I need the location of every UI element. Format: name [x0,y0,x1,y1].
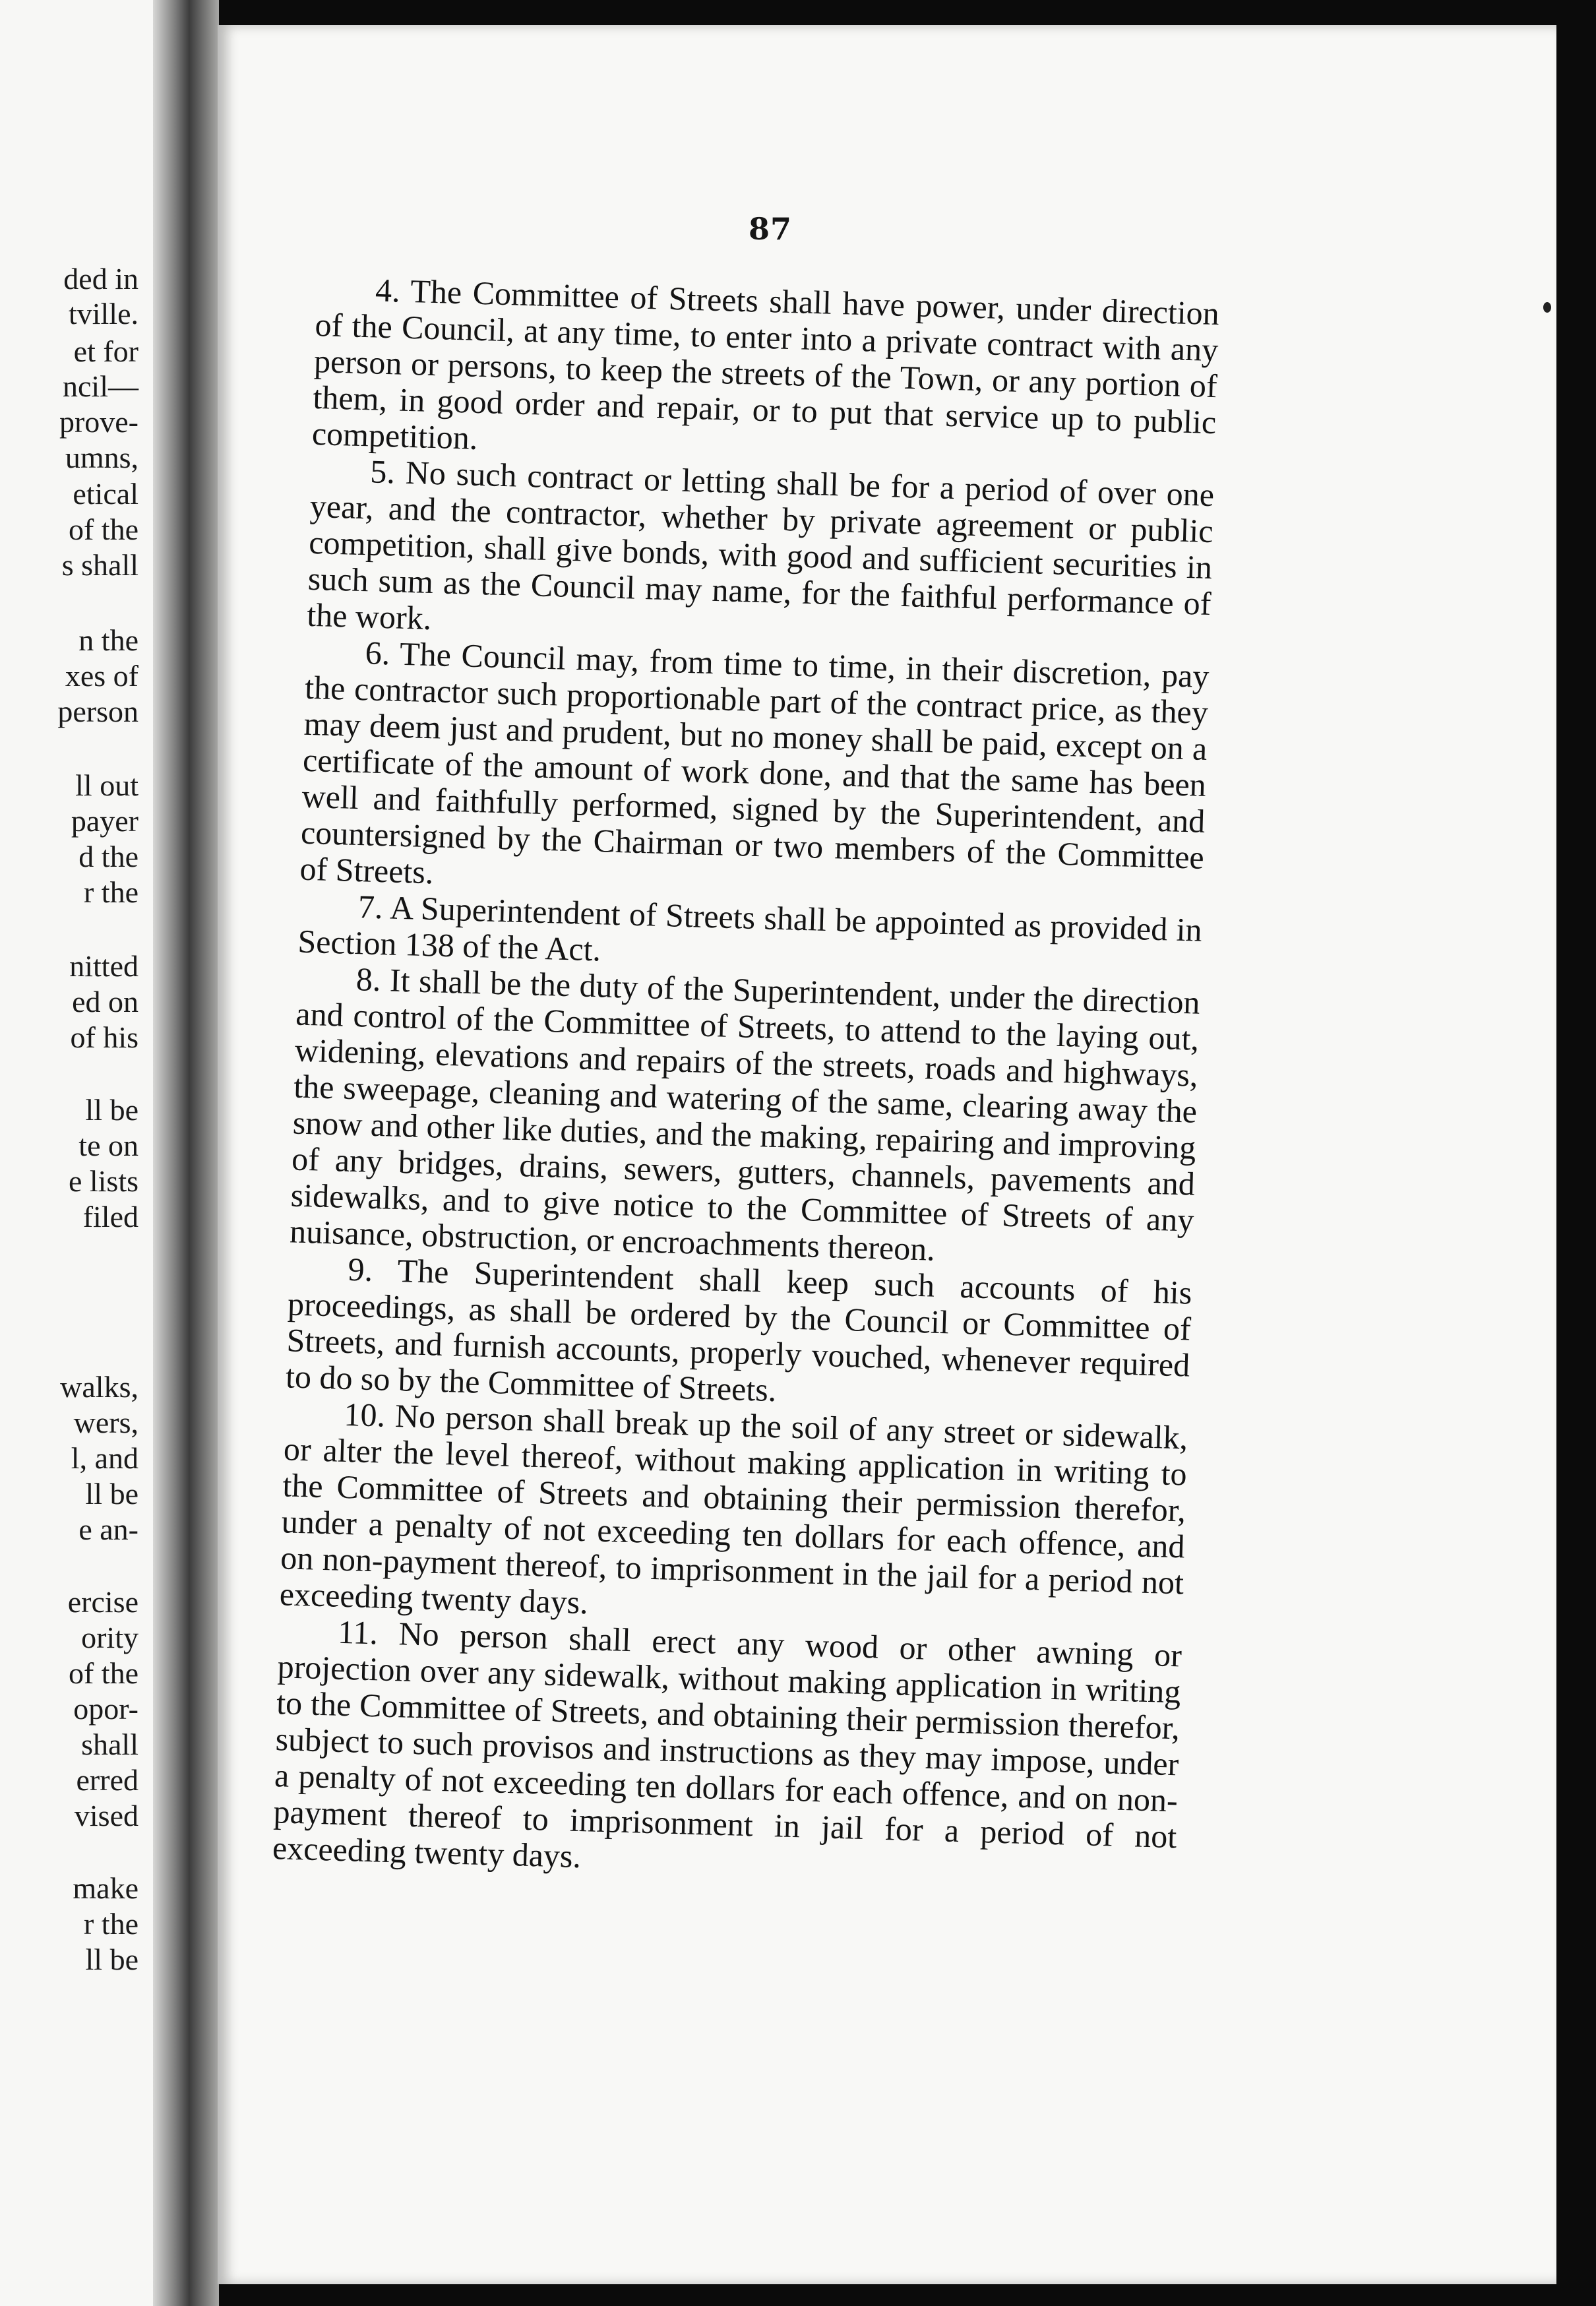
page-number: 87 [749,211,793,247]
book-gutter [153,0,219,2306]
section-paragraph: 7. A Superintendent of Streets shall be appointed as provided in Section 138 of the Act. [297,888,1203,968]
section-paragraph: 11. No person shall erect any wood or other awning or projection over any sidewalk, without making application in writing to the Committee of Streets, and obtaining their permission therefor, subject to such provisos and instructions as they may impose, under a penalty of not exceeding ten dollars for each offence, and on non-payment thereof to imprisonment in jail for a period of not exceeding twenty days. [272,1613,1182,1875]
left-page-fragment: wers, [73,1406,138,1439]
left-page-fragment: xes of [65,659,138,693]
left-page-fragment: make [73,1871,138,1905]
left-page-fragment: shall [81,1728,138,1761]
left-page-fragment: e lists [68,1164,138,1198]
left-page-fragment: ll be [85,1093,138,1127]
left-page-fragment: vised [74,1799,138,1832]
section-paragraph: 8. It shall be the duty of the Superintendent, under the direction and control of the Committee of Streets, to attend to the laying out, widening, elevations and repairs of the streets, roads and highways, the sweepage, cleaning and watering of the same, clearing away the snow and other like duties, and the making, repairing and improving of any bridges, drains, sewers, gutters, channels, pavements and sidewalks, and to give notice to the Committee of Streets of any nuisance, obstruction, or encroachments thereon. [289,960,1201,1268]
left-page-fragment: ed on [72,985,138,1018]
left-page-fragment: filed [82,1200,138,1233]
left-page-fragment: ncil— [63,369,138,403]
left-page-fragment: of the [68,513,138,546]
section-paragraph: 5. No such contract or letting shall be for a period of over one year, and the contractor, whether by private agreement or public competition, shall give bonds, with good and sufficient securities in such sum as the Council may name, for the faithful performance of the work. [306,452,1215,637]
left-page-fragment: ll out [75,768,138,802]
left-page-fragment: nitted [69,949,138,983]
left-page-fragment: etical [73,477,138,511]
left-page-fragment: ded in [63,262,138,296]
left-page-fragment: payer [71,804,138,838]
left-page-fragment: person [57,695,138,728]
page-body-text [272,270,1219,1891]
left-page-fragment: ll be [85,1477,138,1511]
left-page-fragment: te on [78,1129,138,1162]
left-page-fragment: erred [76,1763,138,1797]
left-page-fragment: l, and [71,1441,138,1475]
previous-page [0,0,153,2306]
left-page-fragment: ll be [85,1943,138,1976]
left-page-fragment: d the [78,840,138,873]
section-paragraph: 10. No person shall break up the soil of any street or sidewalk, or alter the level thereof, without making application in writing to the Committee of Streets and obtaining their permission therefor, under a penalty of not exceeding ten dollars for each offence, and on non-payment thereof, to imprisonment in the jail for a period not exceeding twenty days. [279,1395,1188,1621]
left-page-fragment: walks, [60,1370,138,1404]
left-page-fragment: prove- [59,405,138,439]
left-page-fragment: opor- [73,1692,138,1726]
left-page-fragment: of his [70,1020,138,1054]
left-page-fragment: ercise [67,1585,138,1619]
left-page-fragment: e an- [78,1512,138,1546]
left-page-fragment: r the [83,875,138,909]
section-paragraph: 6. The Council may, from time to time, in their discretion, pay the contractor such proportionable part of the contract price, as they may deem just and prudent, but no money shall be paid, except on a certificate of the amount of work done, and that the same has been well and faithfully performed, signed by the Superintendent, and countersigned by the Chairman or two members of the Committee of Streets. [299,634,1210,891]
section-paragraph: 9. The Superintendent shall keep such accounts of his proceedings, as shall be ordered by the Council or Committee of Streets, and furnish accounts, properly vouched, whenever required to do so by the Committee of Streets. [285,1250,1193,1409]
left-page-fragment: tville. [68,297,138,330]
left-page-fragment: n the [78,623,138,657]
left-page-fragment: r the [83,1907,138,1941]
left-page-fragment: ority [81,1621,138,1654]
section-paragraph: 4. The Committee of Streets shall have power, under direction of the Council, at any time, to enter into a private contract with any person or persons, to keep the streets of the Town, or any portion of them, in good order and repair, or to put that service up to public competition. [311,271,1220,456]
edge-mark [1543,302,1551,313]
left-page-fragment: umns, [65,441,138,474]
left-page-fragment: s shall [61,548,138,582]
left-page-fragment: of the [68,1656,138,1690]
left-page-fragment: et for [73,334,138,368]
